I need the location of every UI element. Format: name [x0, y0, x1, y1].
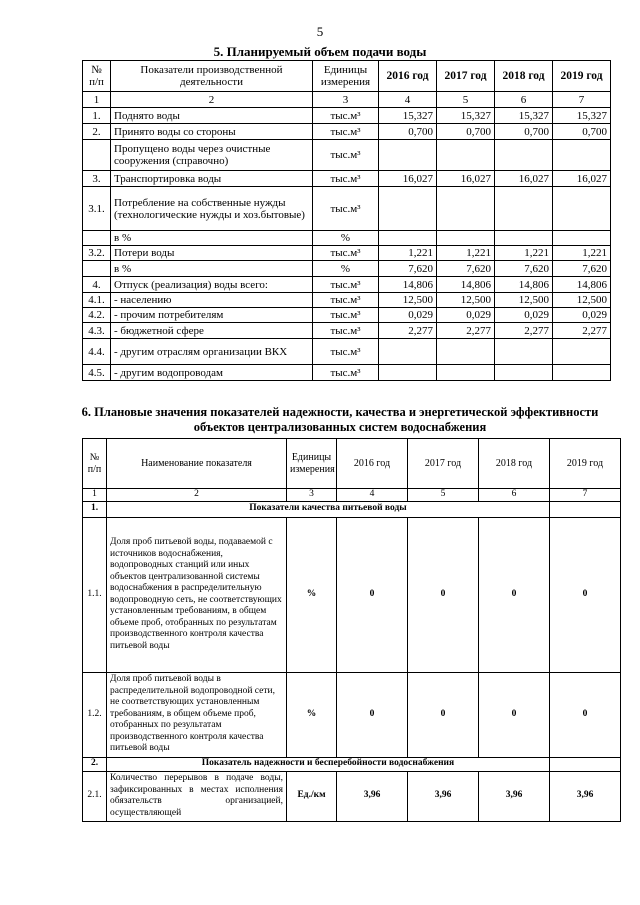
- colnum: 3: [313, 92, 379, 108]
- value-2016: [379, 365, 437, 381]
- value-2019: 12,500: [553, 293, 611, 308]
- colnum: 7: [553, 92, 611, 108]
- value-2016: [379, 231, 437, 246]
- header-2016: 2016 год: [337, 439, 408, 489]
- value-2018: [495, 365, 553, 381]
- value-2017: 0,029: [437, 308, 495, 323]
- row-num: 2.: [83, 124, 111, 140]
- value-2019: [553, 339, 611, 365]
- header-2017: 2017 год: [408, 439, 479, 489]
- value-2019: 1,221: [553, 246, 611, 261]
- table-row: [83, 293, 611, 308]
- table-row: [83, 171, 611, 187]
- value-2017: 0: [408, 672, 479, 757]
- empty-cell: [550, 501, 621, 517]
- row-indicator: - прочим потребителям: [111, 308, 313, 323]
- table-row: [83, 187, 611, 231]
- column-number-row: [83, 92, 611, 108]
- group-title: Показатели качества питьевой воды: [107, 501, 550, 517]
- row-unit: %: [313, 261, 379, 277]
- row-indicator: в %: [111, 231, 313, 246]
- row-indicator: Отпуск (реализация) воды всего:: [111, 277, 313, 293]
- row-num: 3.: [83, 171, 111, 187]
- value-2017: 2,277: [437, 323, 495, 339]
- row-unit: тыс.м³: [313, 171, 379, 187]
- value-2018: 16,027: [495, 171, 553, 187]
- value-2017: [437, 365, 495, 381]
- column-number-row: [83, 489, 621, 502]
- header-units: Единицы измерения: [313, 61, 379, 92]
- row-num: [83, 231, 111, 246]
- colnum: 6: [495, 92, 553, 108]
- table-row: [83, 323, 611, 339]
- row-num: 1.: [83, 108, 111, 124]
- header-2017: 2017 год: [437, 61, 495, 92]
- group-title: Показатель надежности и бесперебойности водоснабжения: [107, 757, 550, 771]
- value-2017: 0,700: [437, 124, 495, 140]
- colnum: 3: [287, 489, 337, 502]
- colnum: 4: [337, 489, 408, 502]
- row-unit: тыс.м³: [313, 124, 379, 140]
- table-row: [83, 308, 611, 323]
- row-num: 4.4.: [83, 339, 111, 365]
- row-unit: %: [313, 231, 379, 246]
- colnum: 2: [107, 489, 287, 502]
- colnum: 1: [83, 489, 107, 502]
- table-header-row: [83, 61, 611, 92]
- header-indicator: Наименование показателя: [107, 439, 287, 489]
- table-row: [83, 246, 611, 261]
- value-2017: [437, 187, 495, 231]
- section-5-title: 5. Планируемый объем подачи воды: [213, 44, 427, 59]
- table-row: [83, 140, 611, 171]
- header-2019: 2019 год: [553, 61, 611, 92]
- value-2018: 1,221: [495, 246, 553, 261]
- colnum: 5: [437, 92, 495, 108]
- row-unit: тыс.м³: [313, 246, 379, 261]
- table-row: [83, 339, 611, 365]
- group-row-quality: [83, 501, 621, 517]
- colnum: 7: [550, 489, 621, 502]
- value-2019: 15,327: [553, 108, 611, 124]
- row-indicator: - населению: [111, 293, 313, 308]
- value-2018: [495, 140, 553, 171]
- row-indicator: Количество перерывов в подаче воды, зафиксированных в местах исполнения обязательств организацией, осуществляющей: [107, 771, 287, 821]
- row-indicator: Потери воды: [111, 246, 313, 261]
- row-indicator: - другим водопроводам: [111, 365, 313, 381]
- value-2018: 7,620: [495, 261, 553, 277]
- row-indicator: Потребление на собственные нужды (технологические нужды и хоз.бытовые): [111, 187, 313, 231]
- row-indicator: Поднято воды: [111, 108, 313, 124]
- value-2016: 3,96: [337, 771, 408, 821]
- section-6-title: 6. Плановые значения показателей надежности, качества и энергетической эффективности объектов централизованных систем водоснабжения: [81, 405, 599, 434]
- header-num: № п/п: [83, 61, 111, 92]
- value-2019: 0,700: [553, 124, 611, 140]
- value-2017: 3,96: [408, 771, 479, 821]
- row-indicator: Пропущено воды через очистные сооружения (справочно): [111, 140, 313, 171]
- value-2018: [495, 187, 553, 231]
- value-2017: 1,221: [437, 246, 495, 261]
- reliability-table: [82, 438, 621, 822]
- value-2018: 3,96: [479, 771, 550, 821]
- table-row: [83, 771, 621, 821]
- row-unit: тыс.м³: [313, 293, 379, 308]
- value-2017: [437, 339, 495, 365]
- row-num: 4.2.: [83, 308, 111, 323]
- table-row: [83, 261, 611, 277]
- value-2016: 14,806: [379, 277, 437, 293]
- value-2018: 12,500: [495, 293, 553, 308]
- row-unit: %: [287, 672, 337, 757]
- row-num: 4.1.: [83, 293, 111, 308]
- value-2019: 16,027: [553, 171, 611, 187]
- row-num: [83, 140, 111, 171]
- value-2018: 0: [479, 517, 550, 672]
- row-num: 1.2.: [83, 672, 107, 757]
- row-num: 3.1.: [83, 187, 111, 231]
- value-2017: 7,620: [437, 261, 495, 277]
- header-2018: 2018 год: [495, 61, 553, 92]
- value-2019: [553, 231, 611, 246]
- value-2016: 0: [337, 672, 408, 757]
- value-2018: 15,327: [495, 108, 553, 124]
- value-2016: [379, 187, 437, 231]
- row-unit: Ед./км: [287, 771, 337, 821]
- row-unit: тыс.м³: [313, 365, 379, 381]
- colnum: 1: [83, 92, 111, 108]
- row-indicator: - другим отраслям организации ВКХ: [111, 339, 313, 365]
- row-indicator: - бюджетной сфере: [111, 323, 313, 339]
- group-row-reliability: [83, 757, 621, 771]
- row-unit: тыс.м³: [313, 108, 379, 124]
- value-2017: 14,806: [437, 277, 495, 293]
- row-unit: тыс.м³: [313, 277, 379, 293]
- value-2016: 12,500: [379, 293, 437, 308]
- row-num: 1.1.: [83, 517, 107, 672]
- value-2016: 0,700: [379, 124, 437, 140]
- group-num: 2.: [83, 757, 107, 771]
- value-2019: [553, 140, 611, 171]
- header-2019: 2019 год: [550, 439, 621, 489]
- row-unit: тыс.м³: [313, 187, 379, 231]
- value-2017: [437, 140, 495, 171]
- row-indicator: в %: [111, 261, 313, 277]
- value-2018: [495, 339, 553, 365]
- value-2016: [379, 339, 437, 365]
- header-units: Единицы измерения: [287, 439, 337, 489]
- header-2016: 2016 год: [379, 61, 437, 92]
- value-2017: 12,500: [437, 293, 495, 308]
- header-num: № п/п: [83, 439, 107, 489]
- group-num: 1.: [83, 501, 107, 517]
- value-2019: 7,620: [553, 261, 611, 277]
- value-2018: 14,806: [495, 277, 553, 293]
- value-2019: 0: [550, 517, 621, 672]
- table-row: [83, 517, 621, 672]
- value-2017: 15,327: [437, 108, 495, 124]
- value-2018: 0,029: [495, 308, 553, 323]
- colnum: 2: [111, 92, 313, 108]
- table-row: [83, 672, 621, 757]
- row-num: 2.1.: [83, 771, 107, 821]
- value-2019: [553, 187, 611, 231]
- value-2016: 2,277: [379, 323, 437, 339]
- row-indicator: Доля проб питьевой воды в распределительной водопроводной сети, не соответствующих установленным требованиям, в общем объеме проб, отобранных по результатам производственного контроля качества питьевой воды: [107, 672, 287, 757]
- row-unit: %: [287, 517, 337, 672]
- value-2016: 15,327: [379, 108, 437, 124]
- colnum: 6: [479, 489, 550, 502]
- water-supply-table: [82, 60, 611, 381]
- colnum: 4: [379, 92, 437, 108]
- row-unit: тыс.м³: [313, 308, 379, 323]
- table-row: [83, 277, 611, 293]
- page-number: 5: [316, 24, 324, 39]
- row-indicator: Транспортировка воды: [111, 171, 313, 187]
- row-unit: тыс.м³: [313, 140, 379, 171]
- empty-cell: [550, 757, 621, 771]
- header-indicator: Показатели производственной деятельности: [111, 61, 313, 92]
- value-2016: 1,221: [379, 246, 437, 261]
- header-2018: 2018 год: [479, 439, 550, 489]
- row-num: 4.5.: [83, 365, 111, 381]
- value-2016: 16,027: [379, 171, 437, 187]
- value-2016: [379, 140, 437, 171]
- colnum: 5: [408, 489, 479, 502]
- value-2017: 16,027: [437, 171, 495, 187]
- table-row: [83, 365, 611, 381]
- row-num: 4.3.: [83, 323, 111, 339]
- value-2019: [553, 365, 611, 381]
- row-num: 4.: [83, 277, 111, 293]
- table-row: [83, 231, 611, 246]
- value-2018: [495, 231, 553, 246]
- table-row: [83, 124, 611, 140]
- value-2017: 0: [408, 517, 479, 672]
- value-2019: 0: [550, 672, 621, 757]
- value-2019: 14,806: [553, 277, 611, 293]
- value-2018: 0: [479, 672, 550, 757]
- table-header-row: [83, 439, 621, 489]
- value-2016: 7,620: [379, 261, 437, 277]
- row-indicator: Принято воды со стороны: [111, 124, 313, 140]
- row-indicator: Доля проб питьевой воды, подаваемой с источников водоснабжения, водопроводных станций или иных объектов централизованной системы водоснабжения в распределительную водопроводную сеть, не соответствующих установленным требованиям, в общем объеме проб, отобранных по результатам производственного контроля качества питьевой воды: [107, 517, 287, 672]
- value-2019: 3,96: [550, 771, 621, 821]
- value-2018: 2,277: [495, 323, 553, 339]
- row-num: [83, 261, 111, 277]
- value-2019: 0,029: [553, 308, 611, 323]
- table-row: [83, 108, 611, 124]
- value-2016: 0: [337, 517, 408, 672]
- value-2017: [437, 231, 495, 246]
- row-unit: тыс.м³: [313, 339, 379, 365]
- row-num: 3.2.: [83, 246, 111, 261]
- value-2019: 2,277: [553, 323, 611, 339]
- row-unit: тыс.м³: [313, 323, 379, 339]
- value-2018: 0,700: [495, 124, 553, 140]
- value-2016: 0,029: [379, 308, 437, 323]
